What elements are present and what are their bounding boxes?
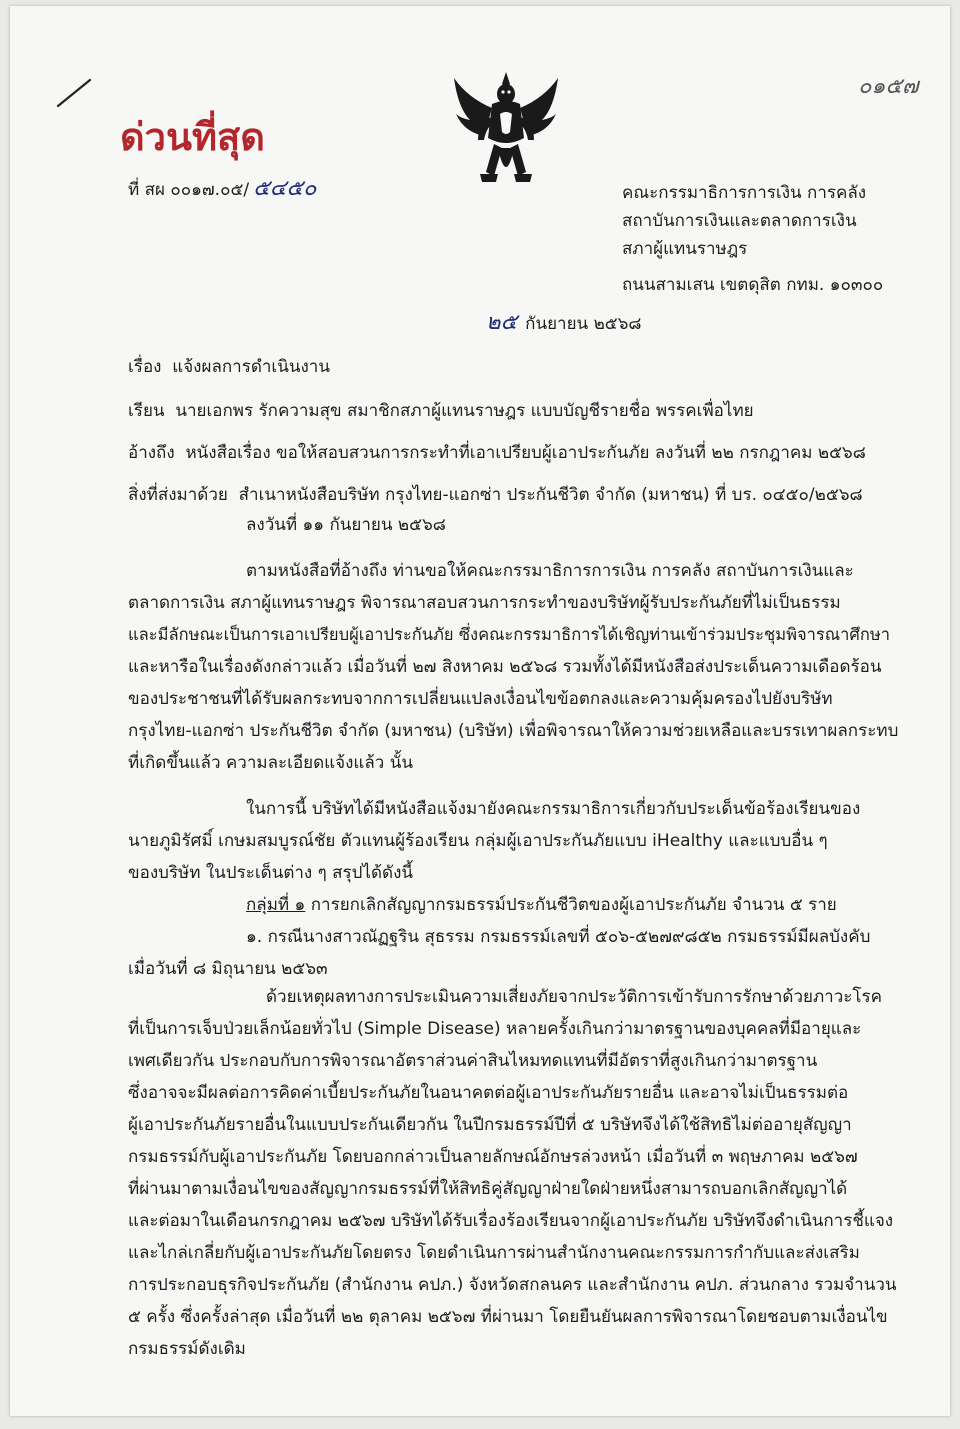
- handwritten-tick-icon: [54, 76, 94, 110]
- enclosure-line-1: [128, 484, 863, 506]
- enclosure-text-1: สำเนาหนังสือบริษัท กรุงไทย-แอกซ่า ประกันชีวิต จำกัด (มหาชน) ที่ บร. ๐๔๕๐/๒๕๖๘: [238, 485, 863, 505]
- para3-line: ซึ่งอาจจะมีผลต่อการคิดค่าเบี้ยประกันภัยในอนาคตต่อผู้เอาประกันภัยรายอื่น และอาจไม่เป็นธรรมต่อ: [128, 1083, 849, 1103]
- reference-line: [128, 442, 866, 464]
- enclosure-line-2: ลงวันที่ ๑๑ กันยายน ๒๕๖๘: [246, 515, 446, 535]
- urgent-stamp: ด่วนที่สุด: [120, 114, 265, 159]
- para1-line: ตามหนังสือที่อ้างถึง ท่านขอให้คณะกรรมาธิการการเงิน การคลัง สถาบันการเงินและ: [246, 561, 854, 581]
- group-label: กลุ่มที่ ๑: [246, 895, 306, 915]
- org-line-1: คณะกรรมาธิการการเงิน การคลัง: [622, 183, 867, 203]
- org-line-3: สภาผู้แทนราษฎร: [622, 239, 748, 259]
- document-number: [128, 178, 316, 201]
- garuda-emblem-icon: [448, 68, 564, 198]
- para3-line: และไกล่เกลี่ยกับผู้เอาประกันภัยโดยตรง โดยดำเนินการผ่านสำนักงานคณะกรรมการกำกับและส่งเสริม: [128, 1243, 860, 1263]
- para1-line: ตลาดการเงิน สภาผู้แทนราษฎร พิจารณาสอบสวนการกระทำของบริษัทผู้รับประกันภัยที่ไม่เป็นธรรม: [128, 593, 841, 613]
- case1-line: เมื่อวันที่ ๘ มิถุนายน ๒๕๖๓: [128, 959, 328, 979]
- para3-line: เพศเดียวกัน ประกอบกับการพิจารณาอัตราส่วนค่าสินไหมทดแทนที่มีอัตราที่สูงเกินกว่ามาตรฐาน: [128, 1051, 818, 1071]
- org-line-4: ถนนสามเสน เขตดุสิต กทม. ๑๐๓๐๐: [622, 275, 884, 295]
- document-number-handwritten: ๕๔๕๐: [253, 176, 317, 201]
- reference-text: หนังสือเรื่อง ขอให้สอบสวนการกระทำที่เอาเปรียบผู้เอาประกันภัย ลงวันที่ ๒๒ กรกฎาคม ๒๕๖๘: [185, 443, 866, 463]
- case1-line: ๑. กรณีนางสาวณัฏฐริน สุธรรม กรมธรรม์เลขที่ ๕๐๖-๕๒๗๙๘๕๒ กรมธรรม์มีผลบังคับ: [246, 927, 871, 947]
- para3-line: ที่ผ่านมาตามเงื่อนไขของสัญญากรมธรรม์ที่ให้สิทธิคู่สัญญาฝ่ายใดฝ่ายหนึ่งสามารถบอกเลิกสัญญาได้: [128, 1179, 848, 1199]
- recipient-line: [128, 400, 754, 422]
- enclosure-label: สิ่งที่ส่งมาด้วย: [128, 485, 228, 505]
- para3-line: ผู้เอาประกันภัยรายอื่นในแบบประกันเดียวกัน ในปีกรมธรรม์ปีที่ ๕ บริษัทจึงได้ใช้สิทธิไม่ต่ออายุสัญญา: [128, 1115, 852, 1135]
- date-day-handwritten: ๒๕: [486, 310, 518, 335]
- subject-line: [128, 356, 330, 378]
- date-month-year: กันยายน ๒๕๖๘: [525, 314, 642, 334]
- subject-text: แจ้งผลการดำเนินงาน: [172, 357, 330, 377]
- corner-note: ๐๑๕๗: [858, 74, 919, 99]
- subject-label: เรื่อง: [128, 357, 162, 377]
- para2-line: ในการนี้ บริษัทได้มีหนังสือแจ้งมายังคณะกรรมาธิการเกี่ยวกับประเด็นข้อร้องเรียนของ: [246, 799, 861, 819]
- para3-line: ที่เป็นการเจ็บป่วยเล็กน้อยทั่วไป (Simple Disease) หลายครั้งเกินกว่ามาตรฐานของบุคคลที่มีอายุและ: [128, 1019, 862, 1039]
- recipient-label: เรียน: [128, 401, 165, 421]
- para3-line: และต่อมาในเดือนกรกฎาคม ๒๕๖๗ บริษัทได้รับเรื่องร้องเรียนจากผู้เอาประกันภัย บริษัทจึงดำเนินการชี้แจง: [128, 1211, 894, 1231]
- group-heading: [246, 894, 837, 916]
- letter-page: [10, 6, 950, 1416]
- para1-line: และมีลักษณะเป็นการเอาเปรียบผู้เอาประกันภัย ซึ่งคณะกรรมาธิการได้เชิญท่านเข้าร่วมประชุมพิจารณาศึกษา: [128, 625, 890, 644]
- recipient-text: นายเอกพร รักความสุข สมาชิกสภาผู้แทนราษฎร แบบบัญชีรายชื่อ พรรคเพื่อไทย: [175, 401, 754, 421]
- para3-line: กรมธรรม์กับผู้เอาประกันภัย โดยบอกกล่าวเป็นลายลักษณ์อักษรล่วงหน้า เมื่อวันที่ ๓ พฤษภาคม ๒๕๖๗: [128, 1147, 858, 1167]
- para2-line: ของบริษัท ในประเด็นต่าง ๆ สรุปได้ดังนี้: [128, 863, 413, 883]
- org-line-2: สถาบันการเงินและตลาดการเงิน: [622, 211, 857, 231]
- para3-line: กรมธรรม์ดังเดิม: [128, 1339, 246, 1359]
- para2-line: นายภูมิรัศมิ์ เกษมสมบูรณ์ชัย ตัวแทนผู้ร้องเรียน กลุ่มผู้เอาประกันภัยแบบ iHealthy และแบบอื่น ๆ: [128, 831, 828, 851]
- group-text: การยกเลิกสัญญากรมธรรม์ประกันชีวิตของผู้เอาประกันภัย จำนวน ๕ ราย: [310, 895, 837, 915]
- document-number-prefix: ที่ สผ ๐๐๑๗.๐๕/: [128, 180, 250, 200]
- para3-line: ด้วยเหตุผลทางการประเมินความเสี่ยงภัยจากประวัติการเข้ารับการรักษาด้วยภาวะโรค: [266, 987, 883, 1007]
- para1-line: และหารือในเรื่องดังกล่าวแล้ว เมื่อวันที่ ๒๗ สิงหาคม ๒๕๖๘ รวมทั้งได้มีหนังสือส่งประเด็นความเดือดร้อน: [128, 657, 882, 677]
- para1-line: ของประชาชนที่ได้รับผลกระทบจากการเปลี่ยนแปลงเงื่อนไขข้อตกลงและความคุ้มครองไปยังบริษัท: [128, 689, 833, 709]
- reference-label: อ้างถึง: [128, 443, 175, 463]
- letter-date: [486, 312, 642, 335]
- para3-line: ๕ ครั้ง ซึ่งครั้งล่าสุด เมื่อวันที่ ๒๒ ตุลาคม ๒๕๖๗ ที่ผ่านมา โดยยืนยันผลการพิจารณาโดยชอบตามเงื่อนไข: [128, 1307, 888, 1327]
- para1-line: ที่เกิดขึ้นแล้ว ความละเอียดแจ้งแล้ว นั้น: [128, 753, 413, 773]
- para1-line: กรุงไทย-แอกซ่า ประกันชีวิต จำกัด (มหาชน) (บริษัท) เพื่อพิจารณาให้ความช่วยเหลือและบรรเทาผลกระทบ: [128, 721, 899, 741]
- para3-line: การประกอบธุรกิจประกันภัย (สำนักงาน คปภ.) จังหวัดสกลนคร และสำนักงาน คปภ. ส่วนกลาง รวมจำนวน: [128, 1275, 897, 1295]
